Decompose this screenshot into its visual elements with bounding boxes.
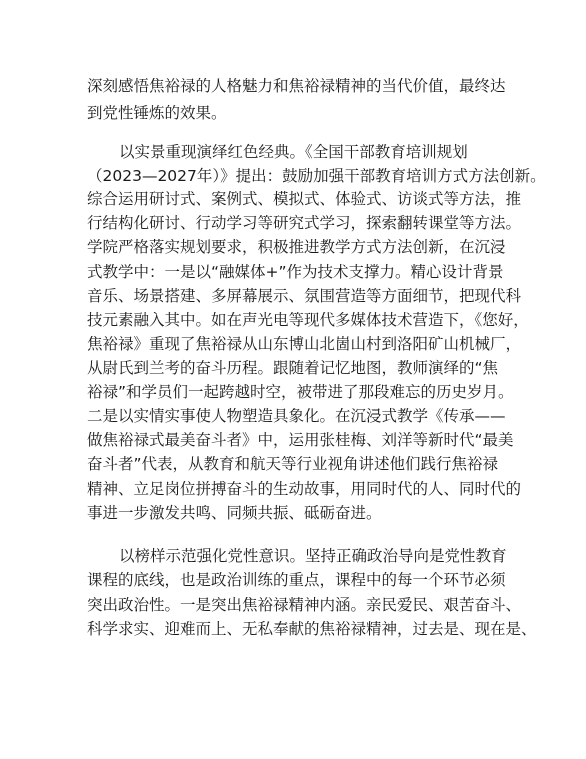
paragraph-line: （2023—2027年）》提出：鼓励加强干部教育培训方式方法创新。 — [87, 167, 546, 185]
paragraph-line: 突出政治性。一是突出焦裕禄精神内涵。亲民爱民、艰苦奋斗、 — [87, 596, 522, 614]
paragraph-line: 从尉氏到兰考的奋斗历程。跟随着记忆地图，教师演绎的“焦 — [87, 359, 499, 377]
paragraph-line: 深刻感悟焦裕禄的人格魅力和焦裕禄精神的当代价值，最终达 — [87, 77, 506, 95]
paragraph-line: 行结构化研讨、行动学习等研究式学习，探索翻转课堂等方法。 — [87, 214, 522, 232]
paragraph-line: 综合运用研讨式、案例式、模拟式、体验式、访谈式等方法，推 — [87, 190, 522, 208]
paragraph-line: 学院严格落实规划要求，积极推进教学方式方法创新，在沉浸 — [87, 238, 506, 256]
paragraph-line: 做焦裕禄式最美奋斗者》中，运用张桂梅、刘洋等新时代“最美 — [87, 431, 514, 449]
paragraph-line: 事进一步激发共鸣、同频共振、砥砺奋进。 — [87, 504, 382, 522]
paragraph-line: 焦裕禄》重现了焦裕禄从山东博山北崮山村到洛阳矿山机械厂， — [87, 335, 522, 353]
paragraph-line: 技元素融入其中。如在声光电等现代多媒体技术营造下，《您好， — [87, 311, 529, 329]
paragraph-line: 到党性锤炼的效果。 — [87, 104, 227, 122]
paragraph-line: 科学求实、迎难而上、无私奉献的焦裕禄精神，过去是、现在是、 — [87, 620, 537, 638]
paragraph-line: 以实景重现演绎红色经典。《全国干部教育培训规划 — [119, 143, 468, 161]
paragraph-line: 奋斗者”代表，从教育和航天等行业视角讲述他们践行焦裕禄 — [87, 455, 499, 473]
paragraph-line: 以榜样示范强化党性意识。坚持正确政治导向是党性教育 — [119, 547, 507, 565]
paragraph-line: 课程的底线，也是政治训练的重点，课程中的每一个环节必须 — [87, 571, 506, 589]
paragraph-line: 裕禄”和学员们一起跨越时空，被带进了那段难忘的历史岁月。 — [87, 383, 514, 401]
paragraph-line: 精神、立足岗位拼搏奋斗的生动故事，用同时代的人、同时代的 — [87, 480, 522, 498]
paragraph-line: 二是以实情实事使人物塑造具象化。在沉浸式教学《传承—— — [87, 407, 506, 425]
paragraph-line: 音乐、场景搭建、多屏幕展示、氛围营造等方面细节，把现代科 — [87, 287, 522, 305]
paragraph-line: 式教学中：一是以“融媒体+”作为技术支撑力。精心设计背景 — [87, 263, 504, 281]
